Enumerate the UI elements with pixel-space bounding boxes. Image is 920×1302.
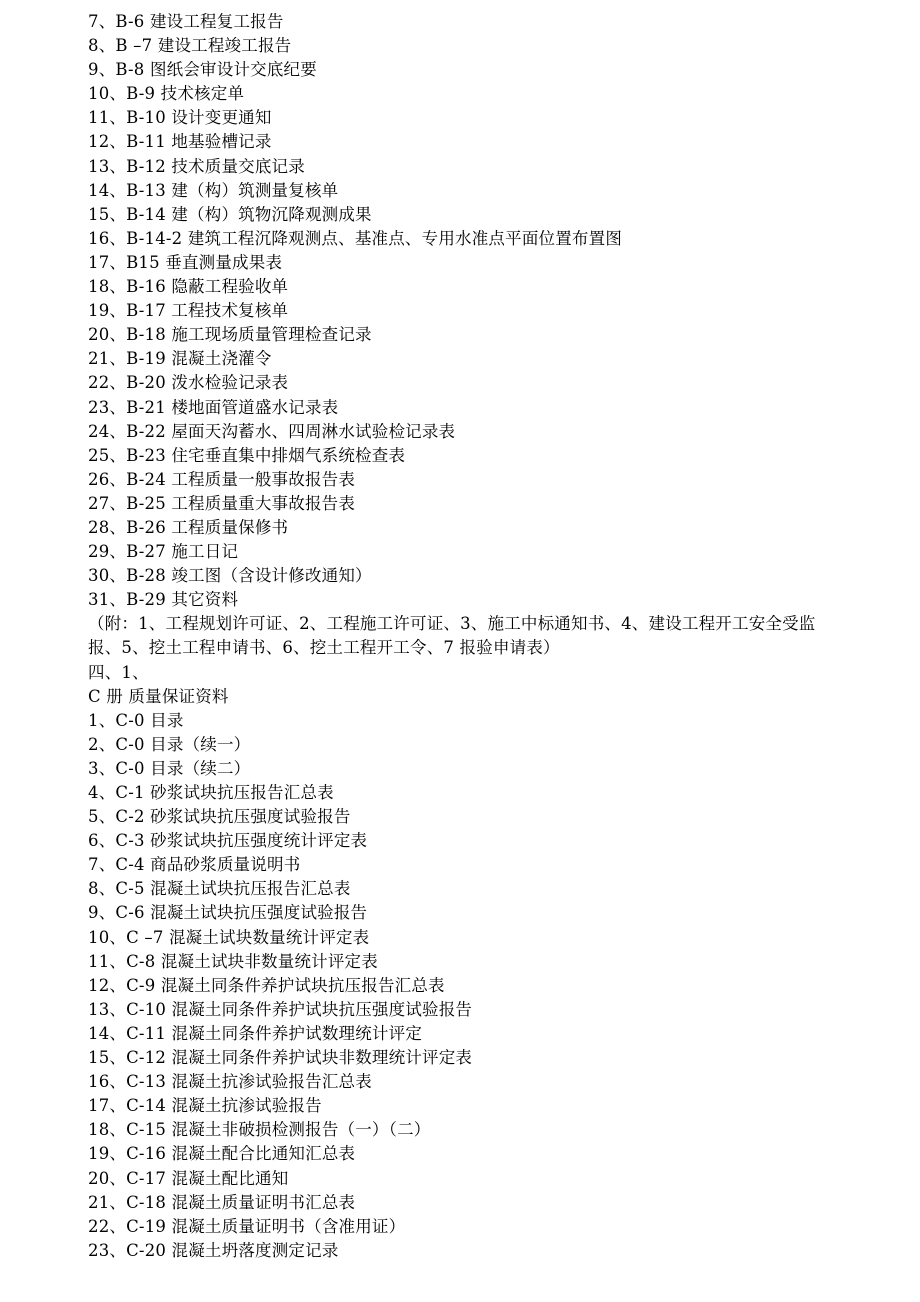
- list-item: 12、B-11 地基验槽记录: [88, 132, 272, 152]
- list-item: 8、C-5 混凝土试块抗压报告汇总表: [88, 879, 351, 899]
- list-item: 10、C –7 混凝土试块数量统计评定表: [88, 927, 370, 947]
- list-item: 21、C-18 混凝土质量证明书汇总表: [88, 1192, 356, 1212]
- list-item: 28、B-26 工程质量保修书: [88, 517, 289, 537]
- list-item: 13、C-10 混凝土同条件养护试块抗压强度试验报告: [88, 999, 473, 1019]
- list-item: 23、C-20 混凝土坍落度测定记录: [88, 1240, 339, 1260]
- list-item: 22、C-19 混凝土质量证明书（含准用证）: [88, 1216, 406, 1236]
- list-item: 26、B-24 工程质量一般事故报告表: [88, 469, 356, 489]
- list-item: 11、C-8 混凝土试块非数量统计评定表: [88, 951, 378, 971]
- c-volume-list: [88, 709, 848, 1263]
- list-item: 16、B-14-2 建筑工程沉降观测点、基准点、专用水准点平面位置布置图: [88, 228, 623, 248]
- list-item: 16、C-13 混凝土抗渗试验报告汇总表: [88, 1072, 372, 1092]
- list-item: 3、C-0 目录（续二）: [88, 758, 251, 778]
- list-item: 9、C-6 混凝土试块抗压强度试验报告: [88, 903, 368, 923]
- list-item: 31、B-29 其它资料: [88, 590, 239, 610]
- list-item: 7、B-6 建设工程复工报告: [88, 12, 284, 31]
- list-item: 10、B-9 技术核定单: [88, 84, 245, 104]
- list-item: 19、C-16 混凝土配合比通知汇总表: [88, 1144, 356, 1164]
- list-item: 7、C-4 商品砂浆质量说明书: [88, 855, 301, 875]
- list-item: 22、B-20 泼水检验记录表: [88, 373, 289, 393]
- list-item: 2、C-0 目录（续一）: [88, 734, 251, 754]
- list-item: 5、C-2 砂浆试块抗压强度试验报告: [88, 807, 351, 827]
- list-item: 17、C-14 混凝土抗渗试验报告: [88, 1096, 322, 1116]
- list-item: 20、C-17 混凝土配比通知: [88, 1168, 289, 1188]
- list-item: 1、C-0 目录: [88, 710, 184, 730]
- list-item: 14、C-11 混凝土同条件养护试数理统计评定: [88, 1023, 423, 1043]
- list-item: 30、B-28 竣工图（含设计修改通知）: [88, 566, 372, 586]
- list-item: 17、B15 垂直测量成果表: [88, 252, 283, 272]
- list-item: 23、B-21 楼地面管道盛水记录表: [88, 397, 339, 417]
- list-item: 27、B-25 工程质量重大事故报告表: [88, 493, 356, 513]
- list-item: 8、B –7 建设工程竣工报告: [88, 36, 292, 56]
- list-item: 29、B-27 施工日记: [88, 542, 239, 562]
- list-item: 21、B-19 混凝土浇灌令: [88, 349, 272, 369]
- list-item: 14、B-13 建（构）筑测量复核单: [88, 180, 339, 200]
- list-item: 18、B-16 隐蔽工程验收单: [88, 277, 289, 297]
- attachment-note: （附：1、工程规划许可证、2、工程施工许可证、3、施工中标通知书、4、建设工程开工安全受监报、5、挖土工程申请书、6、挖土工程开工令、7 报验申请表）: [88, 614, 816, 658]
- list-item: 12、C-9 混凝土同条件养护试块抗压报告汇总表: [88, 975, 445, 995]
- list-item: 15、C-12 混凝土同条件养护试块非数理统计评定表: [88, 1048, 473, 1068]
- list-item: 11、B-10 设计变更通知: [88, 108, 272, 128]
- section-title: C 册 质量保证资料: [88, 686, 229, 706]
- list-item: 18、C-15 混凝土非破损检测报告（一）（二）: [88, 1120, 431, 1140]
- list-item: 9、B-8 图纸会审设计交底纪要: [88, 60, 317, 80]
- list-item: 15、B-14 建（构）筑物沉降观测成果: [88, 204, 372, 224]
- list-item: 4、C-1 砂浆试块抗压报告汇总表: [88, 783, 334, 802]
- list-item: 20、B-18 施工现场质量管理检查记录: [88, 325, 372, 345]
- list-item: 24、B-22 屋面天沟蓄水、四周淋水试验检记录表: [88, 421, 456, 441]
- b-volume-list: [88, 10, 848, 612]
- list-item: 13、B-12 技术质量交底记录: [88, 156, 305, 176]
- section-heading: 四、1、: [88, 662, 149, 682]
- list-item: 25、B-23 住宅垂直集中排烟气系统检查表: [88, 445, 406, 465]
- document-page: [88, 10, 848, 1263]
- list-item: 19、B-17 工程技术复核单: [88, 301, 289, 321]
- list-item: 6、C-3 砂浆试块抗压强度统计评定表: [88, 831, 368, 851]
